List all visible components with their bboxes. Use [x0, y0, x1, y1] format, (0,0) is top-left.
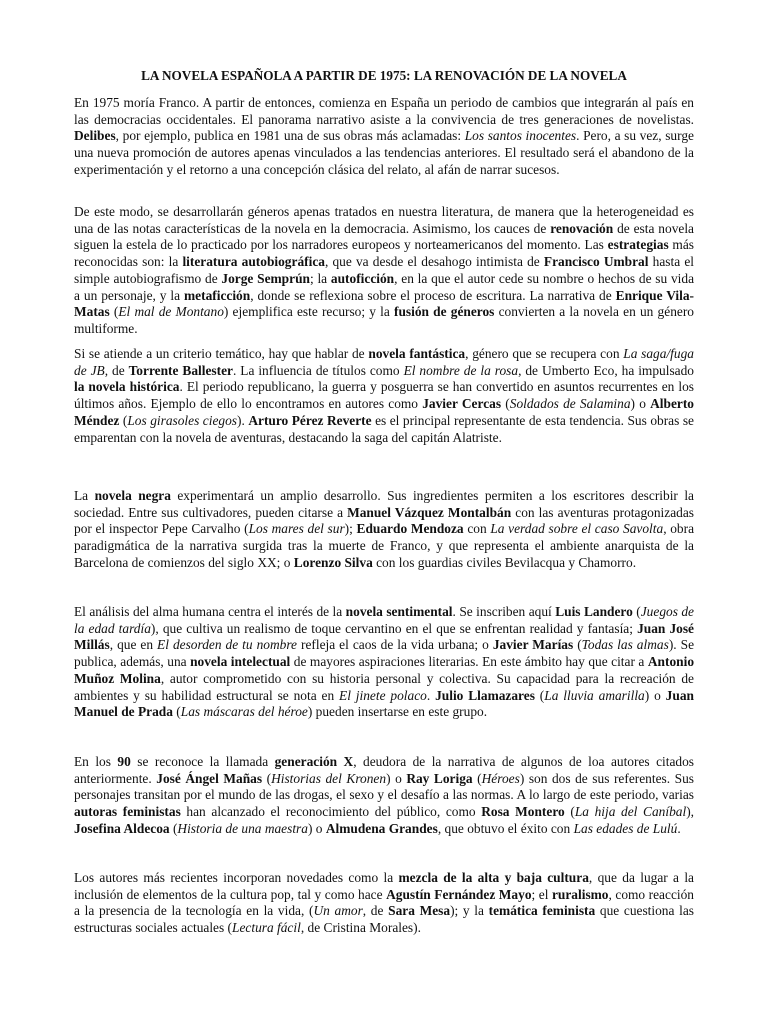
paragraph-text: , deudora de la narrativa de algunos de loa autores citados anteriormente. [74, 754, 695, 786]
italic-text: El nombre de la rosa [403, 362, 519, 378]
paragraph-text: , género que se recupera con [465, 346, 624, 361]
paragraph-text: ; la [309, 270, 331, 286]
paragraph-text: De este modo, se desarrollarán géneros apenas tratados en nuestra literatura, de manera que la heterogeneidad es una de las notas características de la novela en la democracia. Asimismo, los cauces de [74, 204, 694, 236]
paragraph-text: ); [344, 521, 357, 537]
paragraph-text: ), que cultiva un realismo de toque cervantino en el que se enfrentan realidad y fantasía; [150, 620, 638, 636]
paragraph-text: de mayores aspiraciones literarias. En este ámbito hay que citar a [290, 654, 648, 670]
paragraph-text: hasta el simple autobiografismo de [74, 254, 695, 286]
bold-text: Francisco Umbral [543, 254, 649, 270]
bold-text: literatura autobiográfica [182, 254, 325, 270]
paragraph-text: ( [119, 412, 128, 428]
paragraph [74, 754, 694, 838]
paragraph-text: ) pueden insertarse en este grupo. [307, 704, 488, 720]
paragraph-text: , de [104, 362, 129, 378]
paragraph-text: La [74, 488, 95, 503]
paragraph-text: ); y la [450, 903, 489, 919]
paragraph-text: . [677, 820, 681, 836]
italic-text: Las edades de Lulú [573, 820, 678, 836]
paragraph-text: ( [501, 396, 510, 412]
document-title: LA NOVELA ESPAÑOLA A PARTIR DE 1975: LA RENOVACIÓN DE LA NOVELA [141, 68, 627, 83]
italic-text: Los girasoles ciegos [127, 412, 238, 428]
italic-text: El desorden de tu nombre [157, 637, 297, 653]
paragraph-text: En los [74, 754, 118, 769]
italic-text: Las máscaras del héroe [180, 704, 308, 720]
paragraph-text: ) son dos de sus referentes. Sus personajes transitan por el mundo de las drogas, el sexo y el desafío a las normas. A lo largo de este periodo, varias [74, 770, 694, 803]
paragraph-text: , que en [109, 637, 158, 653]
paragraph-text: de esta novela siguen la estela de lo practicado por los narradores europeos y norteamericanos del momento. Las [74, 220, 694, 253]
italic-text: La verdad sobre el caso Savolta [490, 521, 664, 537]
bold-text: Juan José Millás [74, 620, 694, 653]
bold-text: estrategias [607, 237, 669, 253]
paragraph-text: se reconoce la llamada [130, 754, 275, 769]
bold-text: Ray Loriga [406, 770, 473, 786]
bold-text: Enrique Vila-Matas [74, 287, 694, 320]
bold-text: Sara Mesa [388, 903, 451, 919]
paragraph-text: En 1975 moría Franco. A partir de entonces, comienza en España un periodo de cambios que integrarán al país en las democracias occidentales. El panorama narrativo asiste a la convivencia de tres generaciones de novelistas. [74, 95, 694, 127]
bold-text: Agustín Fernández Mayo [386, 886, 532, 902]
italic-text: Héroes [481, 770, 520, 786]
paragraph-text: ). [237, 412, 249, 428]
bold-text: Manuel Vázquez Montalbán [347, 504, 512, 520]
paragraph-text: ( [472, 770, 482, 786]
paragraph-text: , en la que el autor cede su nombre o hechos de su vida a un personaje, y la [74, 270, 695, 303]
bold-text: la novela histórica [74, 379, 180, 395]
bold-text: Javier Marías [492, 637, 574, 653]
bold-text: ruralismo [551, 886, 609, 902]
paragraph-text: ( [632, 604, 641, 619]
paragraph-text: ) o [630, 396, 651, 412]
paragraph-text: con [463, 521, 491, 537]
bold-text: autoficción [330, 270, 395, 286]
bold-text: Delibes [74, 128, 116, 144]
paragraph-text: . La influencia de títulos como [232, 362, 404, 378]
paragraph-text: ), [686, 804, 694, 820]
paragraph-text: . Pero, a su vez, surge una nueva promoción de autores apenas vinculados a las tendencias anteriores. El resultado será el abandono de la experimentación y el retorno a una concepción clásica del relato, al afán de narrar sucesos. [74, 128, 694, 177]
bold-text: Arturo Pérez Reverte [248, 412, 372, 428]
paragraph-text: ) o [307, 820, 326, 836]
bold-text: Javier Cercas [422, 396, 502, 412]
italic-text: La saga/fuga de JB [74, 346, 694, 378]
bold-text: Torrente Ballester [128, 362, 233, 378]
paragraph-text: , de Umberto Eco, ha impulsado [518, 362, 695, 378]
bold-text: José Ángel Mañas [156, 770, 263, 786]
paragraph-text: , que obtuvo el éxito con [437, 820, 574, 836]
italic-text: El mal de Montano [118, 304, 224, 320]
paragraph-text: , autor comprometido con su historia personal y colectiva. Su capacidad para la recreación de ambientes y su habilidad estructural se nota en [74, 670, 694, 703]
paragraph-text: ) ejemplifica este recurso; y la [223, 304, 395, 320]
italic-text: Historias del Kronen [271, 770, 387, 786]
paragraph-text: , donde se reflexiona sobre el proceso de escritura. La narrativa de [250, 287, 616, 303]
bold-text: novela fantástica [368, 346, 466, 361]
paragraph-text: con las aventuras protagonizadas por el inspector Pepe Carvalho ( [74, 504, 694, 537]
paragraph-text: El análisis del alma humana centra el interés de la [74, 604, 346, 619]
italic-text: Un amor [313, 903, 363, 919]
italic-text: Lectura fácil [232, 920, 301, 936]
italic-text: La hija del Caníbal [574, 804, 687, 820]
bold-text: generación X [274, 754, 354, 769]
paragraph-text: Si se atiende a un criterio temático, hay que hablar de [74, 346, 369, 361]
paragraph-text: ) o [386, 770, 407, 786]
bold-text: Julio Llamazares [435, 687, 535, 703]
bold-text: Eduardo Mendoza [356, 521, 464, 537]
bold-text: Juan Manuel de Prada [74, 687, 694, 720]
paragraph-text: que cuestiona las estructuras sociales actuales ( [74, 903, 694, 936]
paragraph [74, 604, 694, 721]
paragraph-text: , obra paradigmática de la narrativa surgida tras la muerte de Franco, y que representa el ambiente anarquista de la Barcelona de comienzos del siglo XX; o [74, 521, 695, 570]
paragraph-text: , que va desde el desahogo intimista de [324, 254, 544, 270]
paragraph [74, 95, 694, 179]
paragraph-text: refleja el caos de la vida urbana; o [297, 637, 493, 653]
italic-text: Todas las almas [581, 637, 669, 653]
paragraph-text: han alcanzado el reconocimiento del público, como [180, 804, 482, 820]
paragraph [74, 488, 694, 572]
paragraph-text: ( [534, 687, 545, 703]
bold-text: novela intelectual [190, 654, 291, 670]
paragraph-text: , de [362, 903, 389, 919]
paragraph-text: , que da lugar a la inclusión de elementos de la cultura pop, tal y como hace [74, 870, 694, 902]
bold-text: Josefina Aldecoa [74, 820, 170, 836]
paragraph-text: ). Se publica, además, una [74, 637, 695, 670]
paragraph-text: ; el [531, 886, 552, 902]
paragraph-text: . Se inscriben aquí [452, 604, 556, 619]
paragraph-text: , de Cristina Morales). [300, 920, 421, 936]
paragraph-text: ( [564, 804, 575, 820]
bold-text: Lorenzo Silva [293, 554, 373, 570]
paragraph-text: . [426, 687, 436, 703]
paragraph [74, 346, 694, 446]
bold-text: Jorge Semprún [221, 270, 310, 286]
bold-text: mezcla de la alta y baja cultura [398, 870, 589, 885]
bold-text: temática feminista [488, 903, 596, 919]
paragraph-text: ( [262, 770, 272, 786]
bold-text: 90 [117, 754, 131, 769]
italic-text: Juegos de la edad tardía [74, 604, 695, 636]
paragraph-text: ( [573, 637, 582, 653]
bold-text: Rosa Montero [481, 804, 565, 820]
paragraph-text: . El periodo republicano, la guerra y posguerra se han convertido en asuntos recurrentes en los últimos años. Ejemplo de ello lo encontramos en autores como [74, 379, 694, 412]
italic-text: La lluvia amarilla [544, 687, 645, 703]
bold-text: novela negra [94, 488, 171, 503]
italic-text: Los mares del sur [248, 521, 345, 537]
bold-text: metaficción [184, 287, 251, 303]
paragraph-text: ( [172, 704, 181, 720]
bold-text: Antonio Muñoz Molina [74, 654, 695, 686]
paragraph-text: , por ejemplo, publica en 1981 una de sus obras más aclamadas: [115, 128, 465, 144]
paragraph-text: Los autores más recientes incorporan novedades como la [74, 870, 399, 885]
paragraph [74, 870, 694, 937]
bold-text: Almudena Grandes [325, 820, 438, 836]
paragraph [74, 204, 694, 338]
paragraph-text: con los guardias civiles Bevilacqua y Chamorro. [372, 554, 637, 570]
bold-text: autoras feministas [74, 804, 181, 820]
italic-text: Soldados de Salamina [509, 396, 631, 412]
bold-text: fusión de géneros [394, 304, 495, 320]
italic-text: Historia de una maestra [177, 820, 308, 836]
paragraph-text: , como reacción a la presencia de la tecnología en la vida, ( [74, 886, 694, 919]
bold-text: Alberto Méndez [74, 396, 694, 428]
paragraph-text: ( [109, 304, 119, 320]
paragraph-text: es el principal representante de esta tendencia. Sus obras se emparentan con la novela de aventuras, destacando la saga del capitán Alatriste. [74, 412, 694, 445]
bold-text: renovación [550, 220, 614, 236]
paragraph-text: experimentará un amplio desarrollo. Sus ingredientes permiten a los escritores describir la sociedad. Entre sus cultivadores, pueden citarse a [74, 488, 694, 520]
bold-text: novela sentimental [345, 604, 453, 619]
paragraph-text: ( [169, 820, 178, 836]
paragraph-text: más reconocidas son: la [74, 237, 695, 270]
bold-text: Luis Landero [555, 604, 633, 619]
italic-text: Los santos inocentes [464, 128, 577, 144]
italic-text: El jinete polaco [339, 687, 427, 703]
paragraph-text: ) o [644, 687, 666, 703]
paragraph-text: convierten a la novela en un género multiforme. [74, 304, 694, 336]
